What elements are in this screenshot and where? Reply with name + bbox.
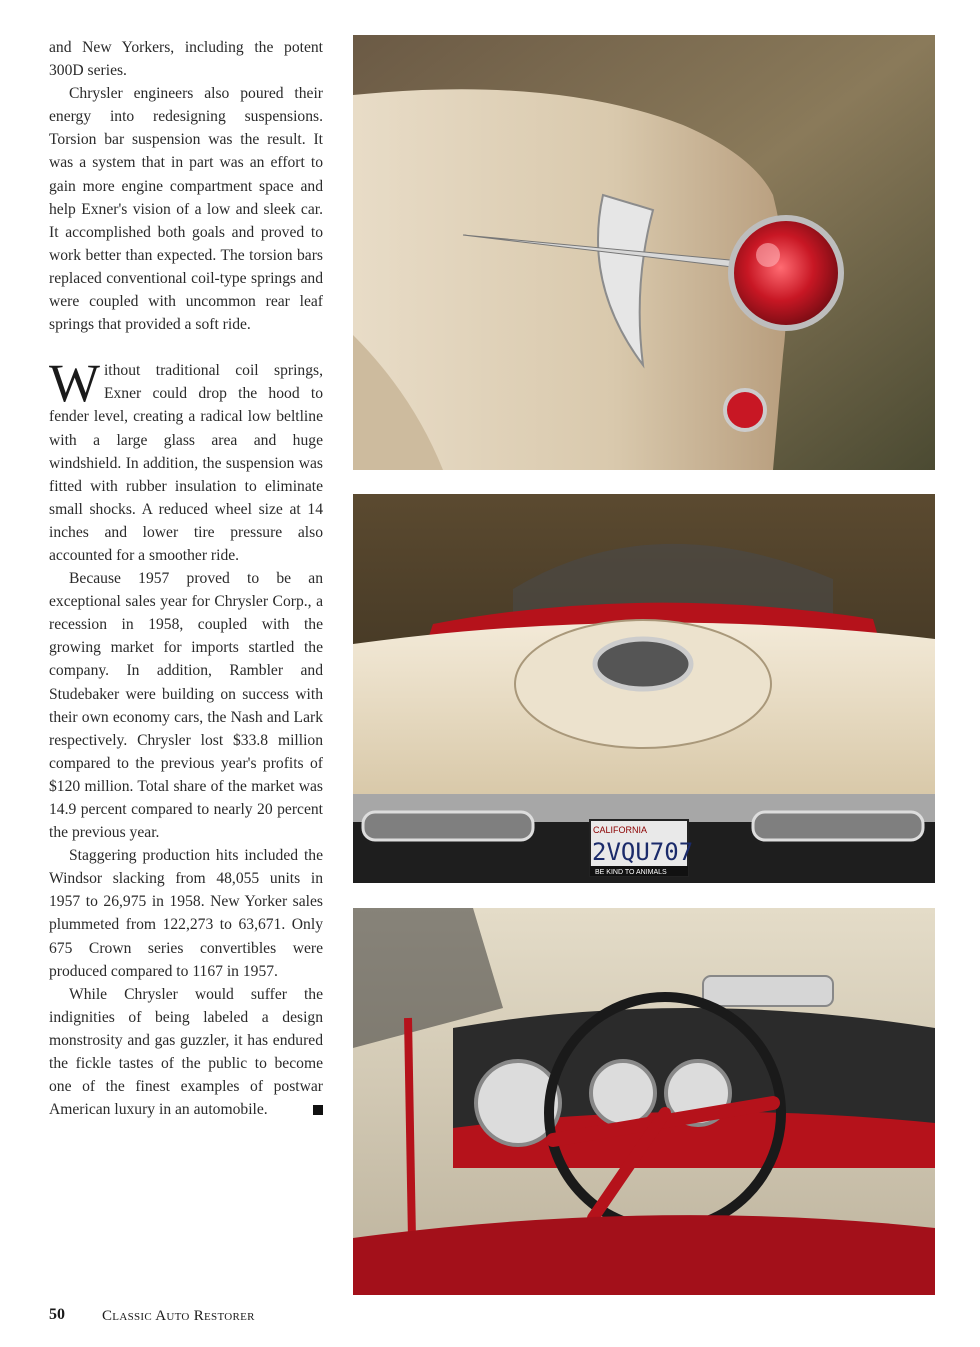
page-number: 50 [49,1306,65,1323]
article-paragraph: and New Yorkers, including the potent 300D series. [49,39,323,80]
article-paragraph: Because 1957 proved to be an exceptional sales year for Chrysler Corp., a recession in 1958, coupled with the growing market for imports startled the company. In addition, Rambler and Studebaker were building on success with their own economy cars, the Nash and Lark respectively. Chrysler lost $33.8 million compared to the previous year's profits of $120 million. Total share of the market was 14.9 percent compared to nearly 20 percent the previous year. [49,570,323,842]
article-paragraph-dropcap [49,353,323,567]
publication-name: Classic Auto Restorer [102,1308,255,1324]
dropcap-paragraph-text: ithout traditional coil springs, Exner could drop the hood to fender level, creating a radical low beltline with a large glass area and huge windshield. In addition, the suspension was fitted with rubber insulation to eliminate small shocks. A reduced wheel size at 14 inches and lower tire pressure also accounted for a smoother ride. [49,362,323,564]
drop-cap: W [49,353,100,414]
photo-taillight [353,35,935,470]
last-paragraph-text: While Chrysler would suffer the indignities of being labeled a design monstrosity and gas guzzler, it has endured the fickle tastes of the public to become one of the finest examples of postwar American luxury in an automobile. [49,985,323,1119]
article-column [49,36,323,1121]
article-paragraph: Chrysler engineers also poured their energy into redesigning suspensions. Torsion bar suspension was the result. It was a system that in part was an effort to gain more engine compartment space and help Exner's vision of a low and sleek car. It accomplished both goals and proved to work better than expected. The torsion bars replaced conventional coil-type springs and were coupled with uncommon rear leaf springs that provided a soft ride. [49,85,323,334]
plate-state: CALIFORNIA [593,825,648,835]
photo-dashboard [353,908,935,1295]
plate-slogan: BE KIND TO ANIMALS [595,869,667,876]
end-mark [313,1105,323,1115]
plate-number: 2VQU707 [592,838,694,866]
photo-trunk [353,494,935,883]
article-last-paragraph [49,983,323,1122]
article-paragraph: Staggering production hits included the Windsor slacking from 48,055 units in 1957 to 26,975 in 1958. New Yorker sales plummeted from 122,273 to 63,671. Only 675 Crown series convertibles were produced compared to 1167 in 1957. [49,847,323,980]
